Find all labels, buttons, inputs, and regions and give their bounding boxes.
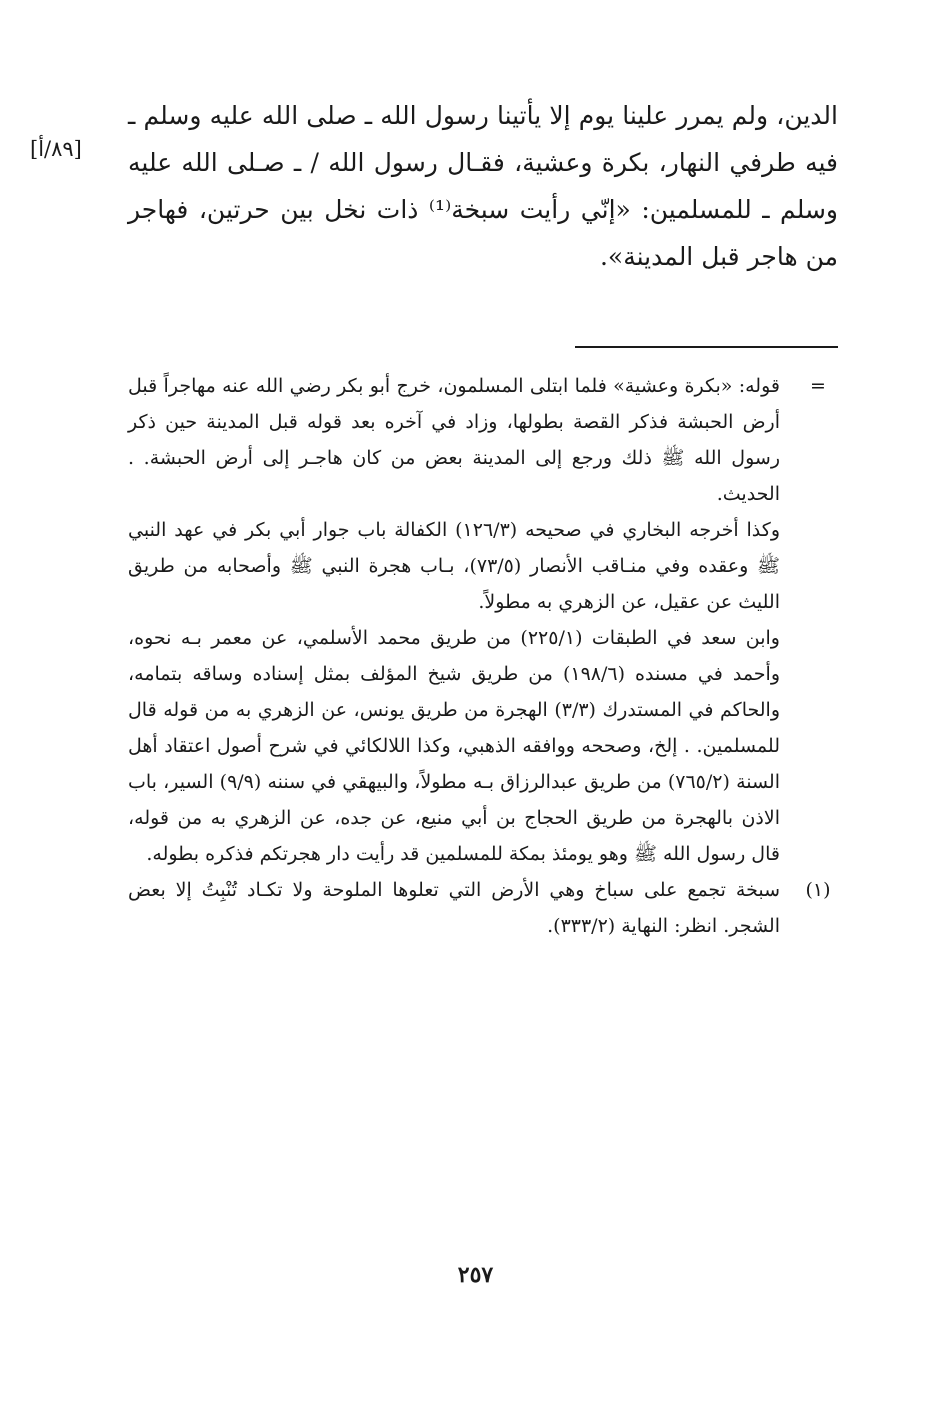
footnote-paragraph-3: وابن سعد في الطبقات (٢٢٥/١) من طريق محمد الأسلمي، عن معمر بـه نحوه، وأحمد في مسنده (١٩٨/٦) من طريق شيخ المؤلف بمثل إسناده وساقه بتمامه، والحاكم في المستدرك (٣/٣) الهجرة من طريق يونس، عن الزهري به من قوله قال للمسلمين. . إلخ، وصححه ووافقه الذهبي، وكذا اللالكائي في شرح أصول اعتقاد أهل السنة (٧٦٥/٢) من طريق عبدالرزاق بـه مطولاً، والبيهقي في سننه (٩/٩) السير، باب الاذن بالهجرة من طريق الحجاج بن أبي منيع، عن جده، عن الزهري به من قوله، قال رسول الله ﷺ وهو يومئذ بمكة للمسلمين قد رأيت دار هجرتكم فذكره بطوله. [128,627,781,865]
footnote-1 [128,872,838,944]
footnote-separator [575,346,838,348]
footnote-1-marker: (١) [805,879,831,901]
footnote-continuation [128,368,838,872]
main-text-block [128,92,838,280]
manuscript-folio-reference: [٨٩/أ] [30,137,82,161]
footnote-1-text: سبخة تجمع على سباخ وهي الأرض التي تعلوها الملوحة ولا تكـاد تُنْبِتُ إلا بعض الشجر. انظر: النهاية (٣٣٣/٢). [128,879,780,937]
main-paragraph: الدين، ولم يمرر علينا يوم إلا يأتينا رسول الله ـ صلى الله عليه وسلم ـ فيه طرفي النهار، بكرة وعشية، فقـال رسول الله / ـ صـلى الله عليه وسلم ـ للمسلمين: «إنّي رأيت سبخة⁽¹⁾ ذات نخل بين حرتين، فهاجر من هاجر قبل المدينة». [128,101,838,271]
footnotes-section [128,368,838,944]
continuation-marker: = [810,375,826,397]
page-number: ٢٥٧ [457,1262,494,1288]
footnote-paragraph-2: وكذا أخرجه البخاري في صحيحه (١٢٦/٣) الكفالة باب جوار أبي بكر في عهد النبي ﷺ وعقده وفي منـاقب الأنصار (٧٣/٥)، بـاب هجرة النبي ﷺ وأصحابه من طريق الليث عن عقيل، عن الزهري به مطولاً. [128,519,780,613]
footnote-paragraph-1: قوله: «بكرة وعشية» فلما ابتلى المسلمون، خرج أبو بكر رضي الله عنه مهاجراً قبل أرض الحبشة فذكر القصة بطولها، وزاد في آخره بعد قوله قبل المدينة حين ذكر رسول الله ﷺ ذلك ورجع إلى المدينة بعض من كان هاجـر إلى أرض الحبشة. . الحديث. [128,375,780,505]
